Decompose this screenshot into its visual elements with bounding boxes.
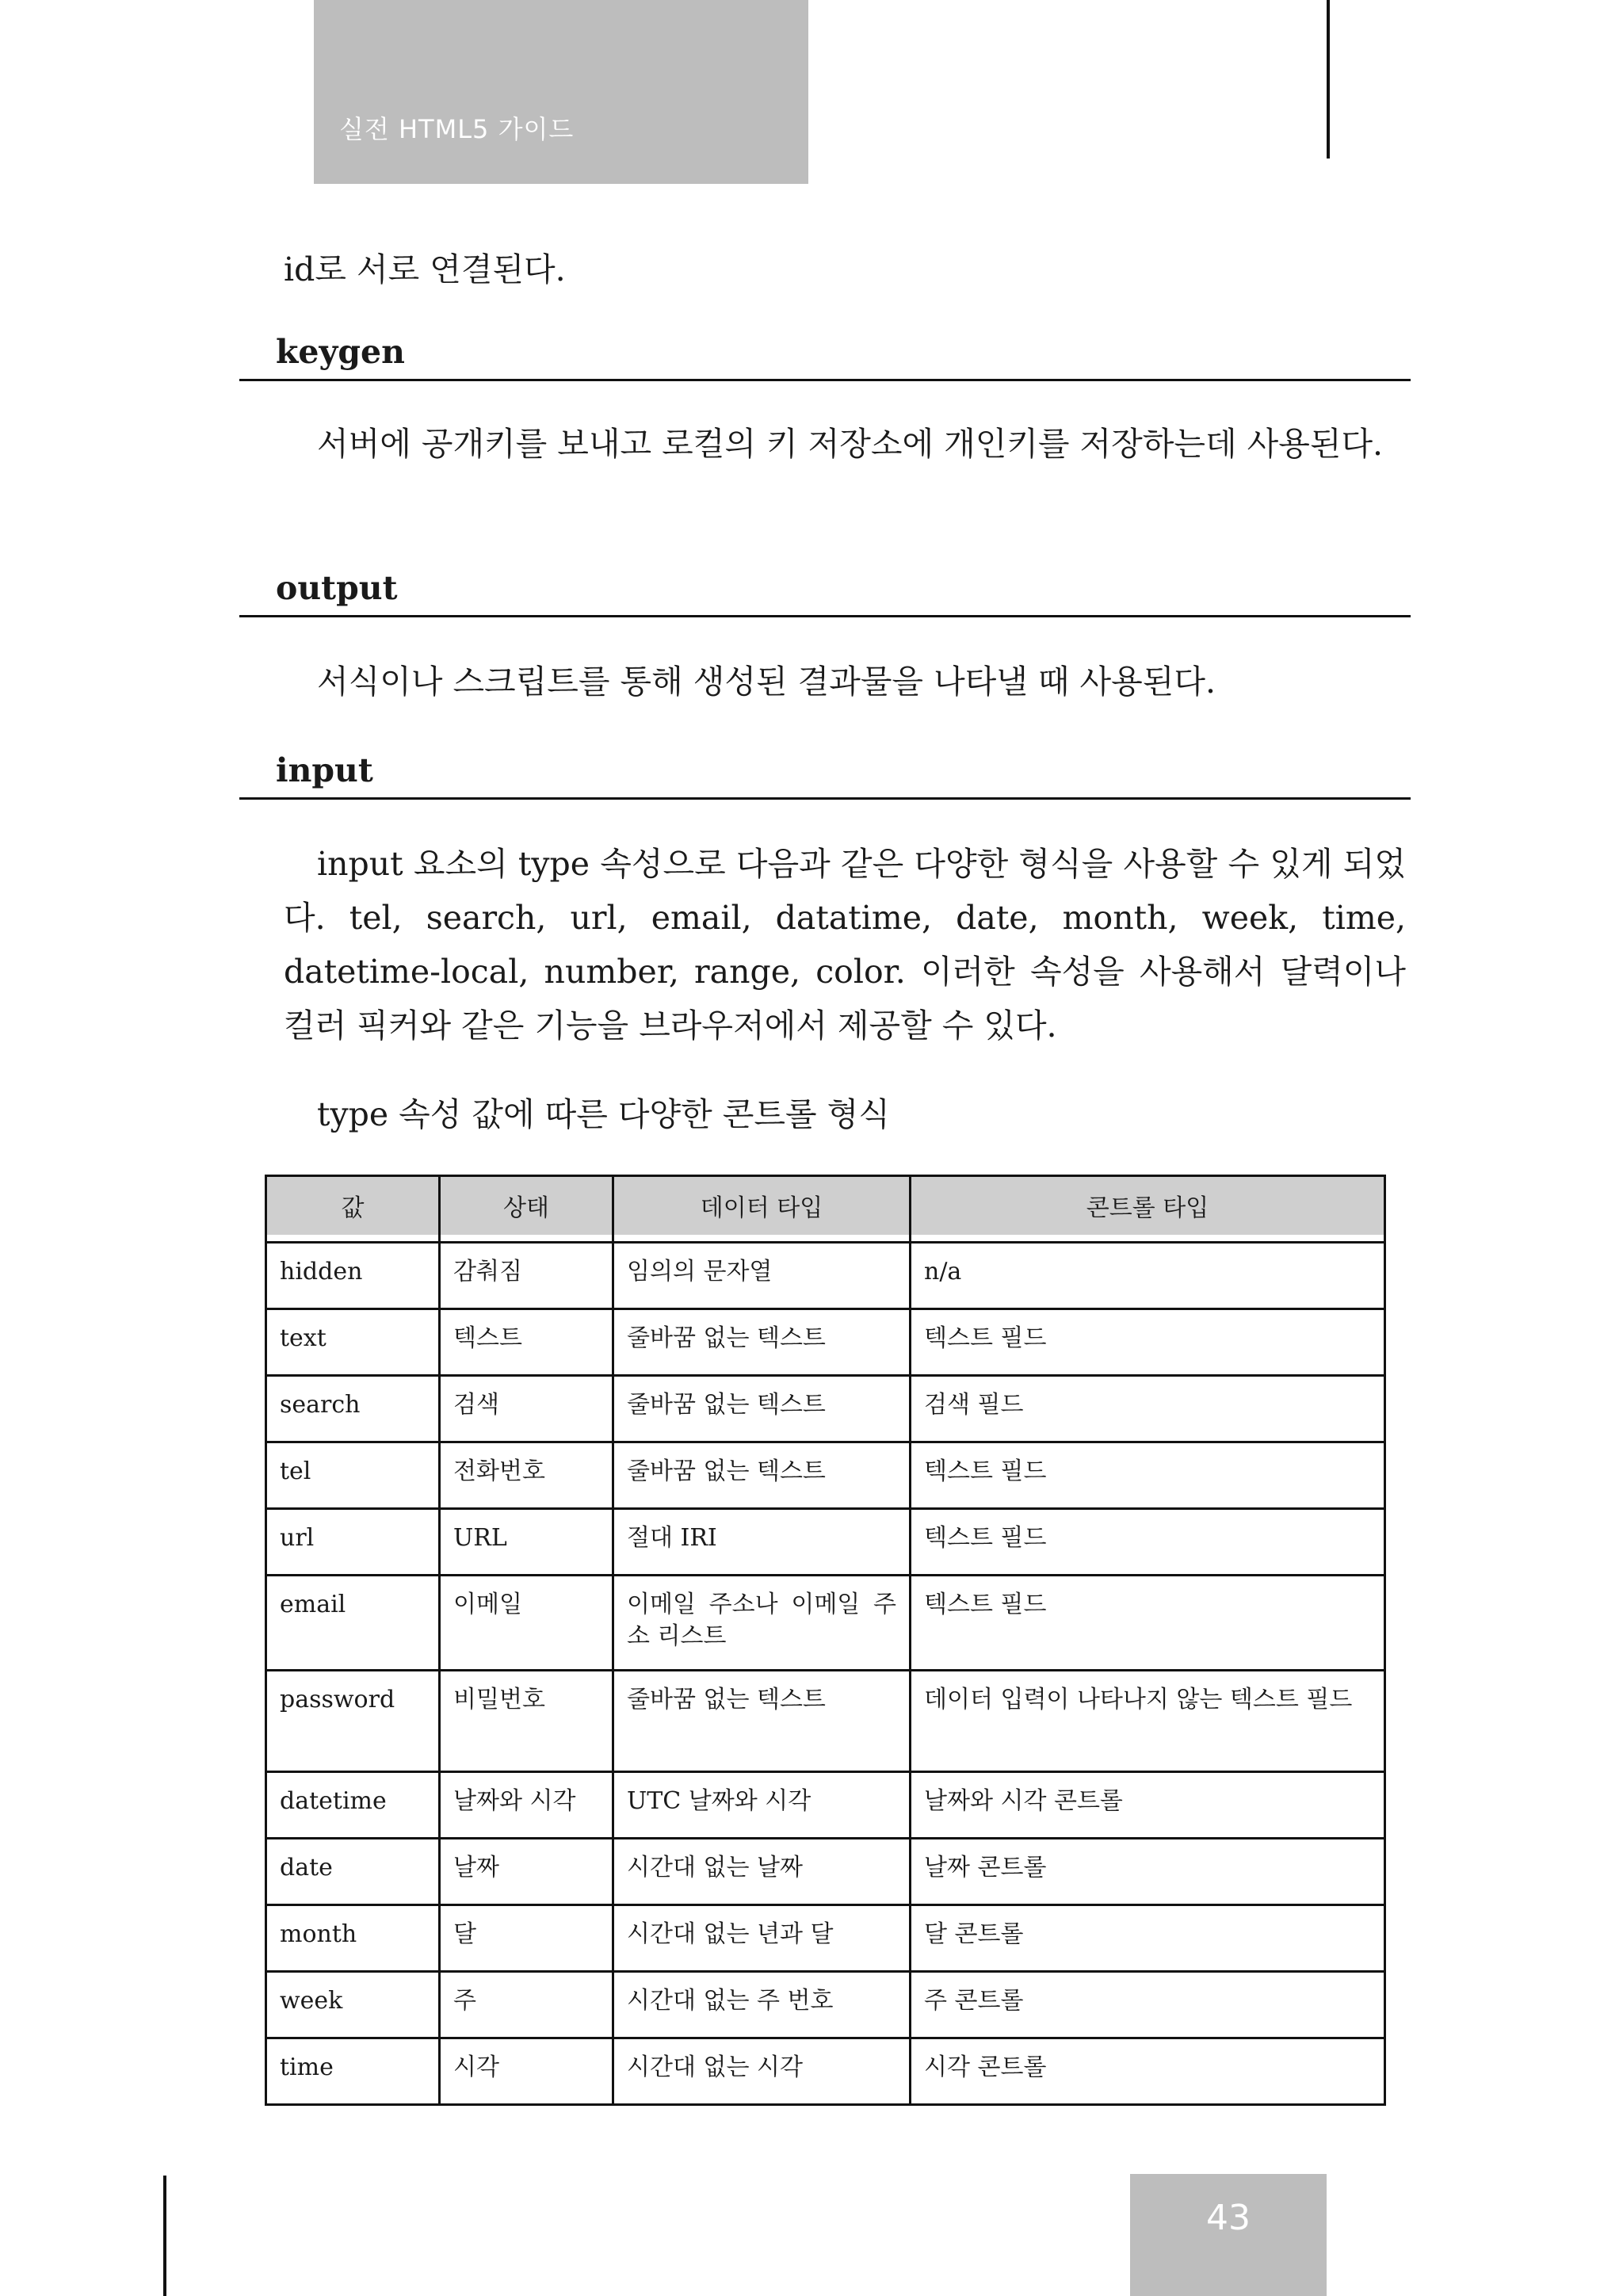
cell-state: 전화번호 <box>440 1442 613 1509</box>
cell-control-type: 달 콘트롤 <box>911 1905 1385 1972</box>
table-row <box>266 1309 1385 1376</box>
book-title: 실전 HTML5 가이드 <box>339 114 575 144</box>
cell-value: time <box>266 2038 440 2105</box>
cell-state: 검색 <box>440 1376 613 1442</box>
cell-control-type: 텍스트 필드 <box>911 1509 1385 1576</box>
cell-state: 날짜와 시각 <box>440 1772 613 1839</box>
cell-data-type: 시간대 없는 날짜 <box>613 1839 911 1905</box>
cell-state: 날짜 <box>440 1839 613 1905</box>
section-rule <box>239 379 1411 381</box>
cell-value: search <box>266 1376 440 1442</box>
cell-value: password <box>266 1671 440 1772</box>
cell-control-type: 데이터 입력이 나타나지 않는 텍스트 필드 <box>911 1671 1385 1772</box>
cell-control-type: 텍스트 필드 <box>911 1442 1385 1509</box>
cell-value: date <box>266 1839 440 1905</box>
table-row <box>266 2038 1385 2105</box>
cell-data-type: 절대 IRI <box>613 1509 911 1576</box>
cell-data-type: 줄바꿈 없는 텍스트 <box>613 1309 911 1376</box>
table-header-row <box>266 1176 1385 1235</box>
section-title-input: input <box>276 751 373 789</box>
cell-value: email <box>266 1576 440 1671</box>
cell-control-type: 주 콘트롤 <box>911 1972 1385 2038</box>
cell-data-type: 줄바꿈 없는 텍스트 <box>613 1376 911 1442</box>
section-title-output: output <box>276 569 398 607</box>
table-row <box>266 1905 1385 1972</box>
intro-line: id로 서로 연결된다. <box>284 250 566 288</box>
type-attribute-table <box>265 1175 1384 2106</box>
cell-data-type: 이메일 주소나 이메일 주소 리스트 <box>613 1576 911 1671</box>
table-row <box>266 1243 1385 1309</box>
page-number-tab <box>1130 2174 1327 2296</box>
header-control-type: 콘트롤 타입 <box>911 1176 1385 1235</box>
cell-control-type: 날짜 콘트롤 <box>911 1839 1385 1905</box>
cell-value: month <box>266 1905 440 1972</box>
cell-state: 비밀번호 <box>440 1671 613 1772</box>
cell-value: hidden <box>266 1243 440 1309</box>
cell-data-type: UTC 날짜와 시각 <box>613 1772 911 1839</box>
section-text-keygen: 서버에 공개키를 보내고 로컬의 키 저장소에 개인키를 저장하는데 사용된다. <box>317 425 1384 463</box>
cell-data-type: 줄바꿈 없는 텍스트 <box>613 1671 911 1772</box>
top-margin-rule <box>1327 0 1330 159</box>
cell-state: 이메일 <box>440 1576 613 1671</box>
cell-control-type: 검색 필드 <box>911 1376 1385 1442</box>
header-value: 값 <box>266 1176 440 1235</box>
section-text-input: input 요소의 type 속성으로 다음과 같은 다양한 형식을 사용할 수 있게 되었다. tel, search, url, email, datatime, date, month, week, time, datetime-local, number, range, color. 이러한 속성을 사용해서 달력이나 컬러 픽커와 같은 기능을 브라우저에서 제공할 수 있다. <box>284 845 1406 1045</box>
cell-value: url <box>266 1509 440 1576</box>
table-row <box>266 1972 1385 2038</box>
table-row <box>266 1671 1385 1772</box>
cell-data-type: 줄바꿈 없는 텍스트 <box>613 1442 911 1509</box>
cell-control-type: 시각 콘트롤 <box>911 2038 1385 2105</box>
section-text-output: 서식이나 스크립트를 통해 생성된 결과물을 나타낼 때 사용된다. <box>317 663 1216 701</box>
header-gap <box>266 1235 1385 1243</box>
cell-state: 감춰짐 <box>440 1243 613 1309</box>
cell-state: 텍스트 <box>440 1309 613 1376</box>
running-header <box>314 0 808 184</box>
header-state: 상태 <box>440 1176 613 1235</box>
cell-state: 주 <box>440 1972 613 2038</box>
cell-control-type: 텍스트 필드 <box>911 1576 1385 1671</box>
table-row <box>266 1839 1385 1905</box>
cell-state: URL <box>440 1509 613 1576</box>
table-row <box>266 1442 1385 1509</box>
cell-data-type: 시간대 없는 주 번호 <box>613 1972 911 2038</box>
cell-control-type: n/a <box>911 1243 1385 1309</box>
cell-data-type: 임의의 문자열 <box>613 1243 911 1309</box>
section-title-keygen: keygen <box>276 333 405 371</box>
cell-state: 시각 <box>440 2038 613 2105</box>
cell-value: week <box>266 1972 440 2038</box>
page-number: 43 <box>1206 2198 1251 2238</box>
cell-control-type: 텍스트 필드 <box>911 1309 1385 1376</box>
cell-control-type: 날짜와 시각 콘트롤 <box>911 1772 1385 1839</box>
table-row <box>266 1772 1385 1839</box>
cell-state: 달 <box>440 1905 613 1972</box>
cell-data-type: 시간대 없는 시각 <box>613 2038 911 2105</box>
table-row <box>266 1376 1385 1442</box>
cell-value: datetime <box>266 1772 440 1839</box>
cell-value: tel <box>266 1442 440 1509</box>
bottom-margin-rule <box>163 2176 166 2296</box>
table-row <box>266 1509 1385 1576</box>
section-rule <box>239 797 1411 800</box>
table-caption: type 속성 값에 따른 다양한 콘트롤 형식 <box>317 1095 890 1133</box>
header-data-type: 데이터 타입 <box>613 1176 911 1235</box>
table-row <box>266 1576 1385 1671</box>
cell-value: text <box>266 1309 440 1376</box>
section-rule <box>239 615 1411 617</box>
cell-data-type: 시간대 없는 년과 달 <box>613 1905 911 1972</box>
